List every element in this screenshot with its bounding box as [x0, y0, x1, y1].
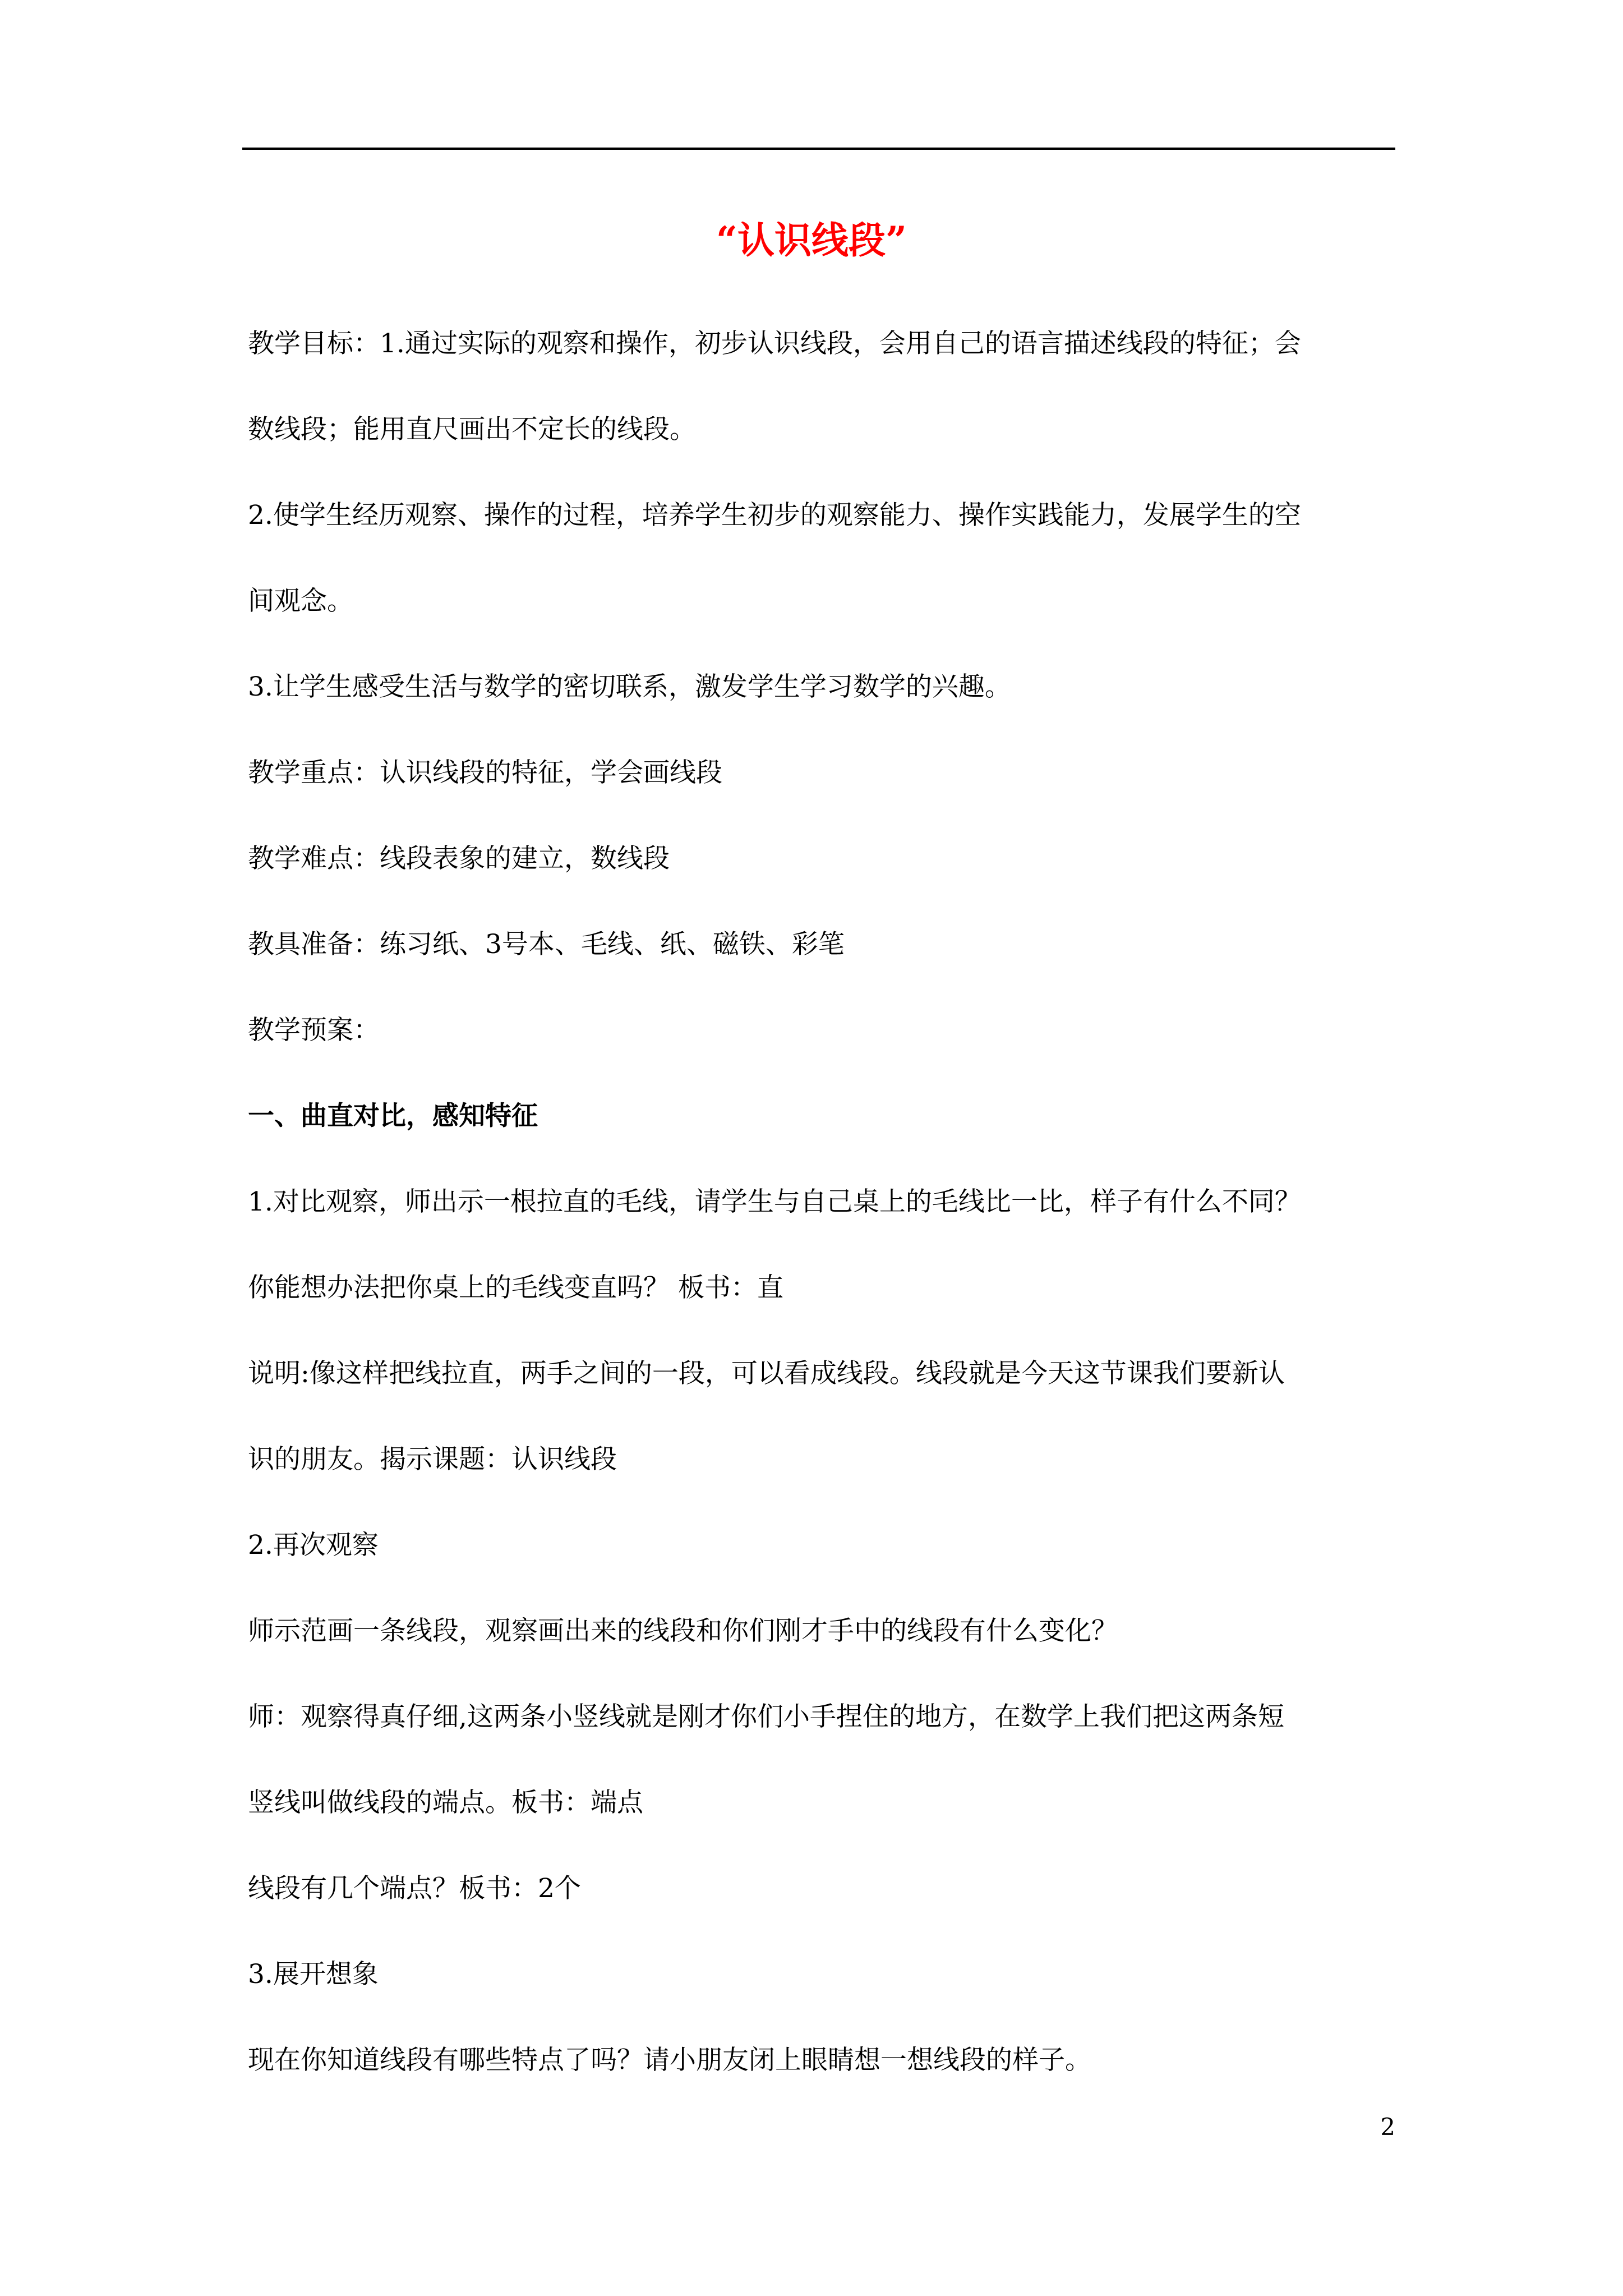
text-line: 1.对比观察，师出示一根拉直的毛线，请学生与自己桌上的毛线比一比，样子有什么不同？ [248, 1186, 1301, 1217]
text-line: 3.展开想象 [248, 1959, 379, 1990]
text-line: 教学难点：线段表象的建立，数线段 [248, 843, 670, 874]
text-line: 现在你知道线段有哪些特点了吗？请小朋友闭上眼睛想一想线段的样子。 [248, 2045, 1091, 2076]
text-line: 竖线叫做线段的端点。板书：端点 [248, 1787, 643, 1818]
text-line: 师：观察得真仔细,这两条小竖线就是刚才你们小手捏住的地方，在数学上我们把这两条短 [248, 1701, 1284, 1732]
text-line: 2.再次观察 [248, 1530, 379, 1561]
text-line: 数线段；能用直尺画出不定长的线段。 [248, 414, 696, 445]
text-line: 识的朋友。揭示课题：认识线段 [248, 1444, 617, 1475]
section-heading: 一、曲直对比，感知特征 [248, 1101, 538, 1131]
page-number: 2 [1380, 2113, 1395, 2141]
text-line: 说明:像这样把线拉直，两手之间的一段，可以看成线段。线段就是今天这节课我们要新认 [248, 1358, 1285, 1389]
text-line: 教学预案： [248, 1015, 380, 1046]
text-line: 线段有几个端点？板书：2个 [248, 1873, 581, 1904]
text-line: 师示范画一条线段，观察画出来的线段和你们刚才手中的线段有什么变化？ [248, 1616, 1118, 1646]
document-body [248, 301, 1398, 2103]
text-line: 教学目标：1.通过实际的观察和操作，初步认识线段，会用自己的语言描述线段的特征；会 [248, 328, 1301, 359]
text-line: 3.让学生感受生活与数学的密切联系，激发学生学习数学的兴趣。 [248, 671, 1011, 702]
text-line: 教学重点：认识线段的特征，学会画线段 [248, 757, 722, 788]
text-line: 教具准备：练习纸、3号本、毛线、纸、磁铁、彩笔 [248, 929, 845, 960]
text-line: 你能想办法把你桌上的毛线变直吗？ 板书：直 [248, 1272, 783, 1303]
text-line: 间观念。 [248, 586, 353, 616]
text-line: 2.使学生经历观察、操作的过程，培养学生初步的观察能力、操作实践能力，发展学生的空 [248, 500, 1301, 531]
header-rule [242, 148, 1395, 150]
document-title: “认识线段” [716, 218, 907, 262]
